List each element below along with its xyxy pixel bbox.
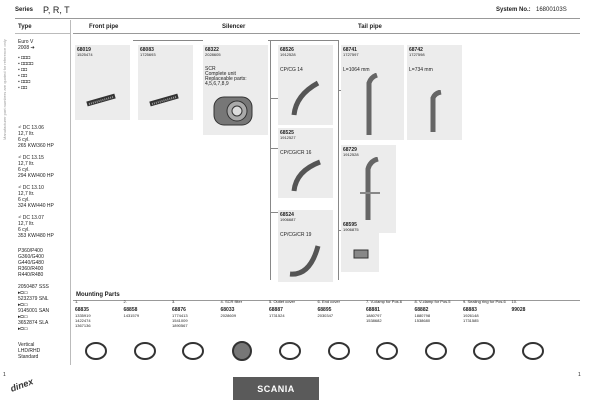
mounting-part-number: 68835 — [75, 307, 89, 313]
part-68019: 68019 1525474 — [75, 45, 130, 120]
page-number-left: 1 — [3, 372, 6, 378]
orientation-list: Vertical LHD/RHD Standard — [18, 342, 41, 360]
type-rule — [15, 33, 70, 34]
series-value: P, R, T — [43, 5, 70, 15]
silencer-illustration — [209, 91, 259, 131]
engine-2: ⁴⁾ DC 13.15 12,7 ltr. 6 cyl. 294 KW/400 HP — [18, 155, 54, 179]
connector — [270, 212, 278, 213]
mounting-part-68882 — [414, 299, 459, 365]
mounting-part-number: 68882 — [414, 307, 429, 313]
page-number-right: 1 — [578, 372, 581, 378]
tail-pipe-illustration — [288, 156, 328, 196]
mounting-part-illustration — [469, 339, 499, 363]
mounting-part-illustration — [178, 339, 208, 363]
euro-label: Euro V — [18, 39, 34, 45]
mounting-part-68033 — [220, 299, 265, 365]
engine-4: ⁴⁾ DC 13.07 12,7 ltr. 6 cyl. 353 KW/480 HP — [18, 215, 54, 239]
mounting-part-illustration — [372, 339, 402, 363]
header-rule — [15, 18, 580, 19]
mounting-part-illustration — [227, 339, 257, 363]
mounting-part-label: 3. — [172, 299, 176, 304]
left-panel-divider — [70, 20, 71, 365]
mounting-part-ref: 1335919 — [75, 313, 91, 318]
section-rule — [73, 33, 580, 34]
mounting-part-number: 68883 — [463, 307, 477, 313]
mounting-part-68858 — [123, 299, 168, 365]
arrow-icon: ▸◘▭ — [18, 290, 29, 296]
mounting-part-number: 68887 — [269, 307, 283, 313]
front-pipe-illustration — [85, 90, 125, 110]
connector — [270, 148, 278, 149]
mounting-part-ref: 1731524 — [269, 313, 285, 318]
mounting-part-68876 — [172, 299, 216, 365]
part-68525: 68525 1912527 CP/CG/CR 16 — [278, 128, 333, 198]
system-label: System No.: — [496, 7, 531, 13]
part-68741: 68741 1727597 L=1064 mm — [341, 45, 404, 140]
front-pipe-heading: Front pipe — [89, 24, 119, 30]
arrow-icon: ▸◘▭ — [18, 302, 29, 308]
engine-3: ⁴⁾ DC 13.10 12,7 ltr. 6 cyl. 324 KW/440 HP — [18, 185, 54, 209]
mounting-part-number: 68858 — [123, 307, 138, 313]
mounting-heading: Mounting Parts — [76, 292, 120, 298]
mounting-part-number: 68881 — [366, 307, 380, 313]
connector — [270, 40, 271, 280]
front-pipe-illustration — [148, 90, 188, 110]
part-68595: 68595 1906875 — [341, 220, 379, 272]
mounting-part-ref: 2028609 — [220, 313, 237, 318]
clamp-illustration — [351, 244, 371, 264]
mounting-part-ref: 1538680 — [414, 318, 431, 323]
mounting-part-68881 — [366, 299, 410, 365]
code-list: 2050487 SSS ▸◘▭ 5232379 SNL ▸◘▭ 9145001 SAN ▸◘▭ 3652874 SLA ▸◘▭ — [18, 284, 50, 332]
mounting-part-ref: 1541009 — [172, 318, 188, 323]
mounting-part-68887 — [269, 299, 313, 365]
mounting-part-ref: 1367136 — [75, 323, 91, 328]
part-68742: 68742 1727598 L=734 mm — [407, 45, 462, 140]
side-note: Manufacturer part numbers are quoted for reference only — [2, 39, 7, 140]
config-symbols-icon: ▪ ◘◘◘ ▪ ◘◘◘◘ ▪ ◘◘ ▪ ◘◘ ▪ ◘◘◘ ▪ ◘◘ — [18, 55, 34, 91]
engine-1: ⁴⁾ DC 13.06 12,7 ltr. 6 cyl. 265 KW/360 HP — [18, 125, 54, 149]
mounting-part-68835 — [75, 299, 119, 365]
mounting-part-ref: 1880797 — [366, 313, 382, 318]
mounting-part-ref: 1926148 — [463, 313, 479, 318]
tail-pipe-illustration — [427, 90, 447, 135]
mounting-part-ref: 1890567 — [172, 323, 188, 328]
mounting-part-illustration — [518, 339, 548, 363]
mounting-part-label: 8. V-clamp for Pos.5 — [414, 299, 451, 304]
tail-pipe-illustration — [286, 240, 326, 280]
mounting-part-illustration — [324, 339, 354, 363]
mounting-part-illustration — [275, 339, 305, 363]
tail-pipe-heading: Tail pipe — [358, 24, 382, 30]
connector — [268, 40, 338, 41]
system-value: 16800103S — [536, 7, 567, 13]
arrow-icon: ▸◘▭ — [18, 326, 29, 332]
mounting-part-ref: 1880798 — [414, 313, 431, 318]
part-68083: 68083 1725693 — [138, 45, 193, 120]
mounting-part-label: 6. End cover — [317, 299, 340, 304]
year-label: 2008 ➔ — [18, 45, 35, 51]
mounting-part-ref: 1431579 — [123, 313, 140, 318]
mounting-part-ref: 2030347 — [317, 313, 334, 318]
mounting-part-ref: 1774413 — [172, 313, 188, 318]
mounting-part-number: 68033 — [220, 307, 235, 313]
connector — [270, 98, 278, 99]
part-68322: 68322 2028605 SCR Complete unit Replaceable parts: 4,5,6,7,8,9 — [203, 45, 268, 135]
mounting-part-illustration — [81, 339, 111, 363]
series-label: Series — [15, 7, 34, 13]
mounting-part-label: 4. SCR filter — [220, 299, 243, 304]
type-label: Type — [18, 24, 32, 30]
engine-icon: ⁴⁾ — [18, 215, 23, 221]
mounting-part-number: 68876 — [172, 307, 186, 313]
mounting-part-99028 — [511, 299, 556, 365]
brand-bar: SCANIA — [233, 377, 319, 400]
part-68526: 68526 1912528 CP/CG 14 — [278, 45, 333, 125]
connector — [338, 40, 339, 280]
engine-icon: ⁴⁾ — [18, 185, 23, 191]
mounting-part-label: 1. — [75, 299, 79, 304]
part-68729: 68729 1912528 — [341, 145, 396, 233]
dinex-logo: dinex — [8, 376, 35, 394]
mounting-part-68883 — [463, 299, 507, 365]
arrow-icon: ▸◘▭ — [18, 314, 29, 320]
mounting-part-ref: 1538682 — [366, 318, 382, 323]
mounting-part-label: 10. — [511, 299, 518, 304]
mounting-part-illustration — [130, 339, 160, 363]
mounting-part-ref: 1731585 — [463, 318, 479, 323]
silencer-heading: Silencer — [222, 24, 246, 30]
model-list: P360/P400 G360/G400 G440/G480 R360/R400 R440/R480 — [18, 248, 44, 278]
engine-icon: ⁴⁾ — [18, 125, 23, 131]
mounting-part-label: 9. Sealing ring for Pos.6 — [463, 299, 506, 304]
mounting-part-ref: 1422474 — [75, 318, 91, 323]
mounting-part-label: 5. Outlet cover — [269, 299, 296, 304]
tail-pipe-illustration — [288, 75, 328, 120]
mounting-part-number: 99028 — [511, 307, 526, 313]
part-68524: 68524 1906687 CP/CG/CR 19 — [278, 210, 333, 282]
connector — [133, 40, 203, 41]
mounting-part-label: 2. — [123, 299, 127, 304]
mounting-part-illustration — [421, 339, 451, 363]
mounting-part-label: 7. V-clamp for Pos.6 — [366, 299, 403, 304]
mounting-part-68895 — [317, 299, 362, 365]
tail-pipe-illustration — [363, 73, 383, 138]
engine-icon: ⁴⁾ — [18, 155, 23, 161]
mounting-part-number: 68895 — [317, 307, 332, 313]
